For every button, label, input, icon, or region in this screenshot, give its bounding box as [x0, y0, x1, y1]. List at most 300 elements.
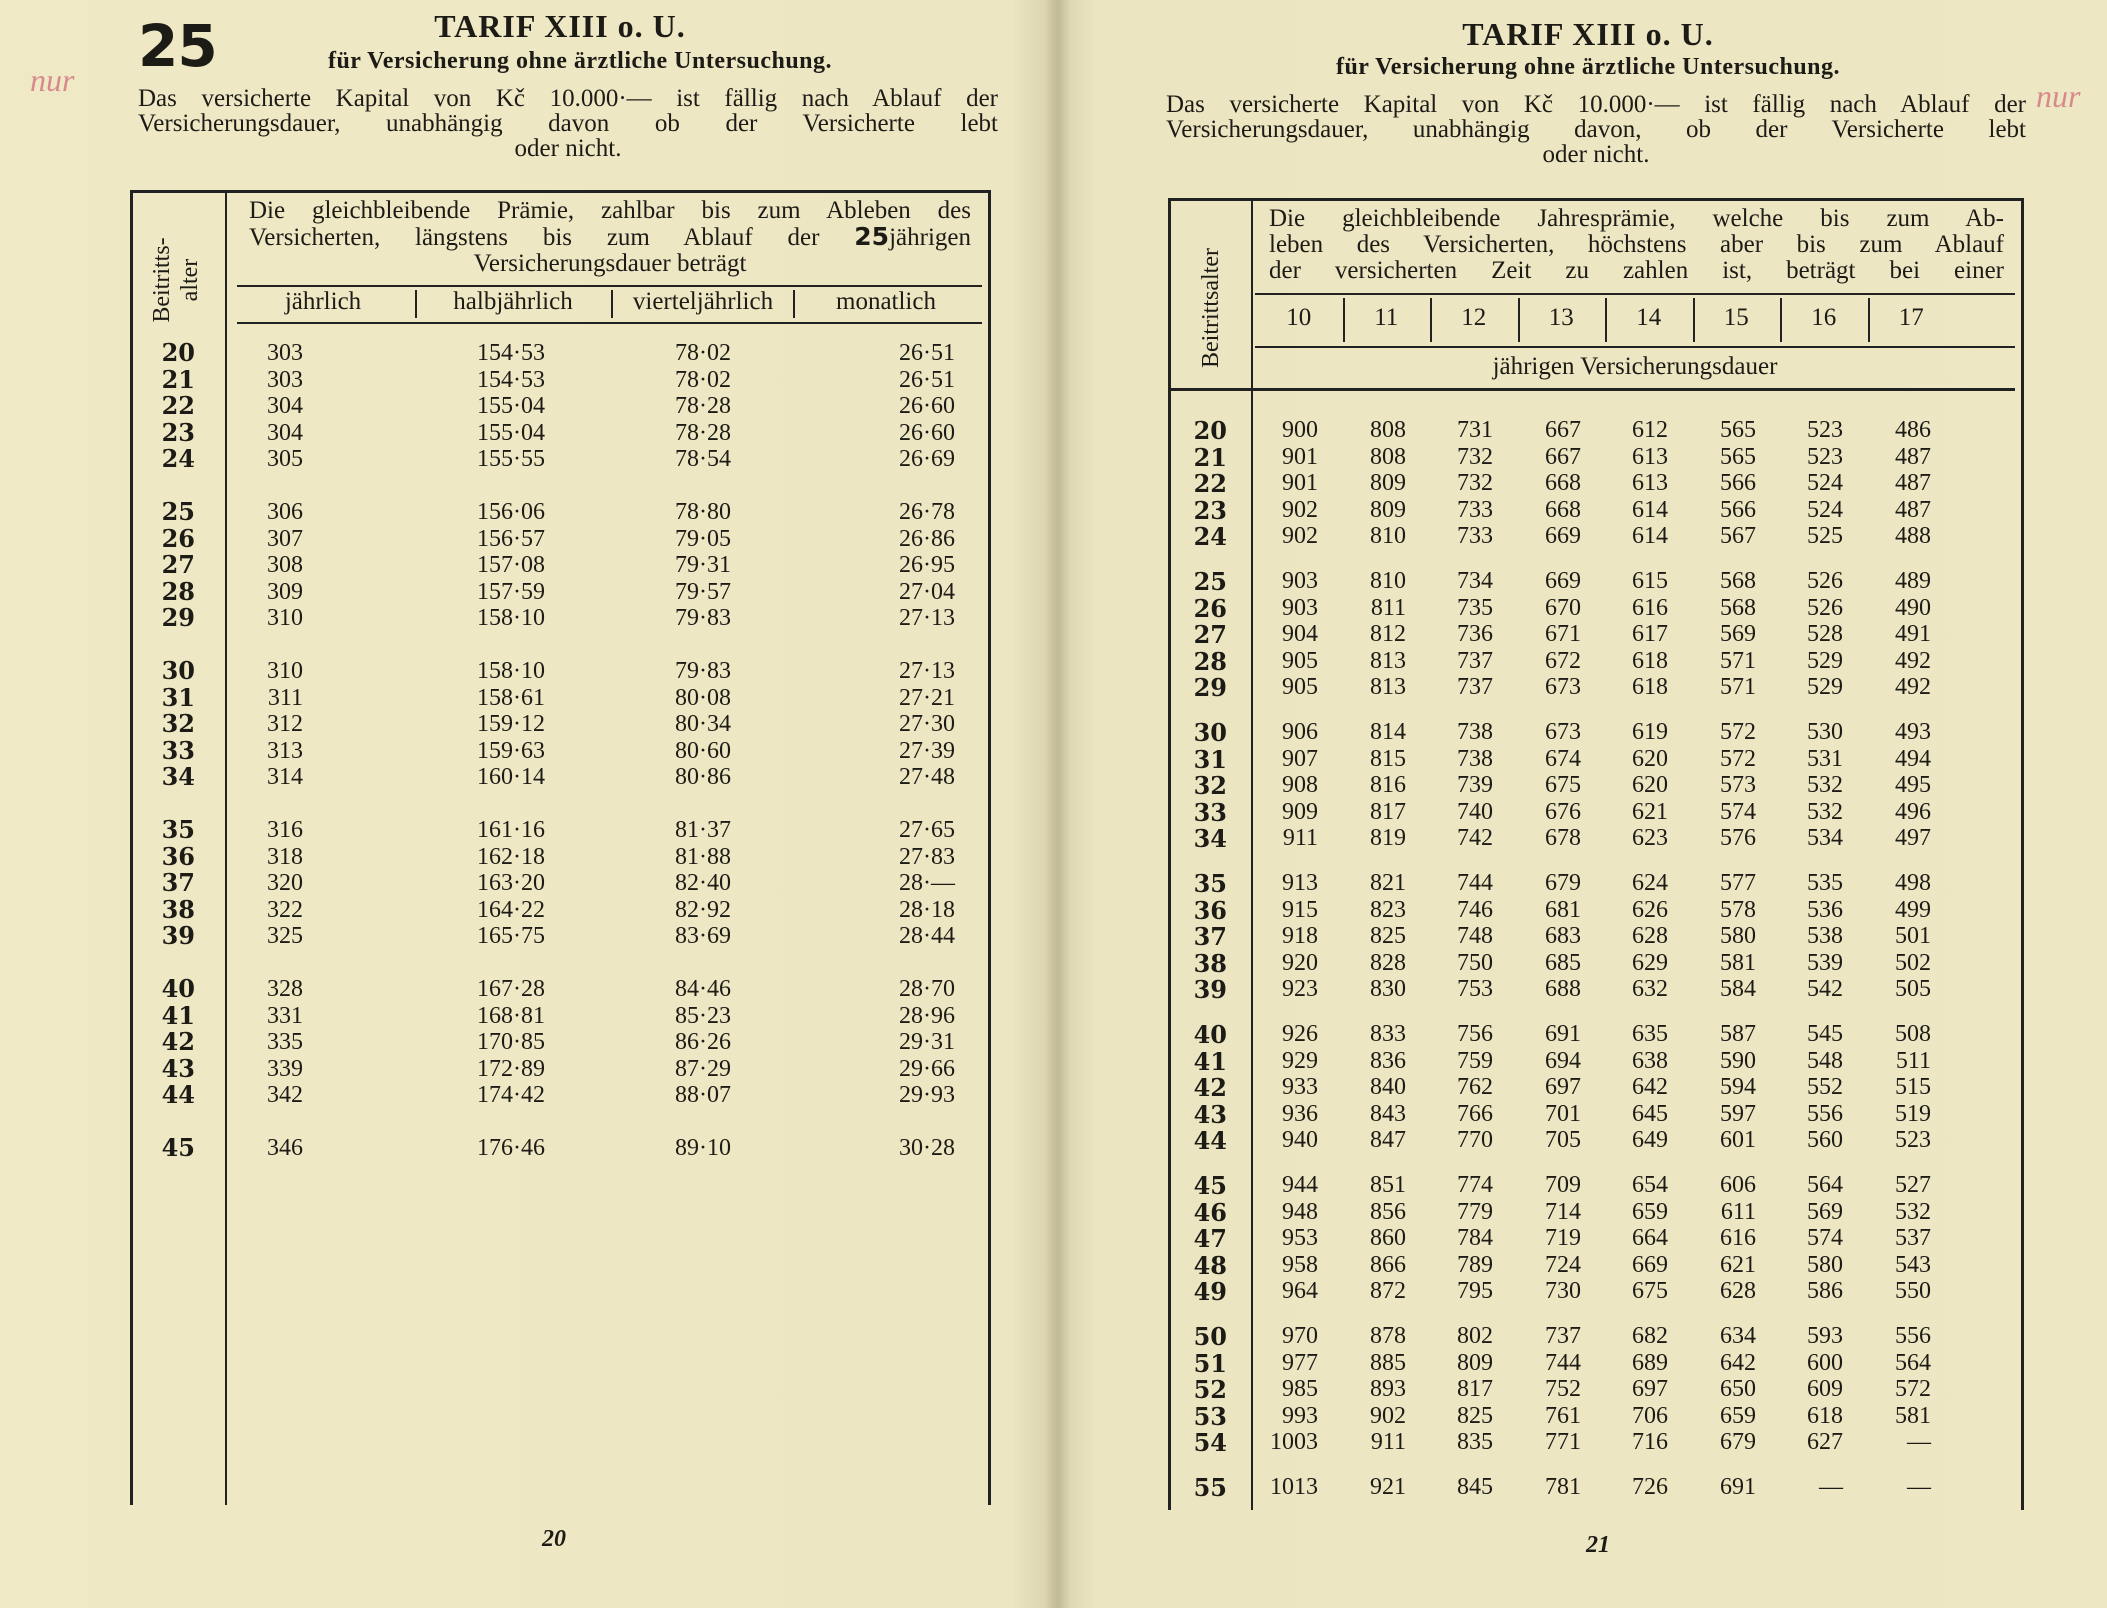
premium-cell: 79·83 — [675, 658, 731, 684]
premium-cell: 27·04 — [899, 578, 955, 605]
premium-cell: 872 — [1370, 1278, 1406, 1305]
column-divider — [415, 290, 417, 318]
premium-cell: 495 — [1895, 772, 1931, 799]
premium-cell: 556 — [1807, 1100, 1843, 1127]
premium-cell: 921 — [1370, 1474, 1406, 1500]
premium-cell: 964 — [1282, 1278, 1318, 1305]
premium-cell: 331 — [267, 1002, 303, 1029]
premium-cell: 701 — [1545, 1100, 1581, 1127]
premium-cell: 574 — [1807, 1225, 1843, 1252]
premium-cell: 158·10 — [477, 658, 545, 684]
premium-cell: 27·65 — [899, 817, 955, 843]
premium-cell: 738 — [1457, 719, 1493, 745]
premium-cell: 176·46 — [477, 1135, 545, 1161]
age-cell: 30 — [1193, 718, 1227, 747]
age-column-divider — [1251, 198, 1253, 1510]
premium-cell: 944 — [1282, 1172, 1318, 1198]
premium-cell: 156·06 — [477, 499, 545, 525]
premium-cell: 27·13 — [899, 658, 955, 684]
intro-line: oder nicht. — [514, 135, 622, 162]
premium-cell: 766 — [1457, 1100, 1493, 1127]
age-cell: 41 — [161, 1000, 195, 1030]
duration-rule — [1255, 346, 2015, 348]
premium-cell: 664 — [1632, 1225, 1668, 1252]
premium-cell: 905 — [1282, 647, 1318, 674]
premium-cell: 78·54 — [675, 446, 731, 473]
premium-cell: 810 — [1370, 568, 1406, 594]
premium-cell: 830 — [1370, 976, 1406, 1003]
premium-cell: 802 — [1457, 1323, 1493, 1349]
premium-cell: 159·63 — [477, 737, 545, 764]
premium-cell: 28·70 — [899, 976, 955, 1002]
premium-cell: 623 — [1632, 825, 1668, 852]
age-cell: 25 — [1193, 567, 1227, 596]
premium-cell: 590 — [1720, 1047, 1756, 1074]
column-divider — [793, 290, 795, 318]
premium-cell: 492 — [1895, 674, 1931, 701]
premium-cell: 671 — [1545, 621, 1581, 648]
age-cell: 29 — [161, 603, 195, 633]
premium-cell: 587 — [1720, 1021, 1756, 1047]
duration-header-cell: 12 — [1461, 304, 1487, 331]
premium-cell: 993 — [1282, 1402, 1318, 1429]
premium-cell: 576 — [1720, 825, 1756, 852]
premium-cell: 310 — [267, 605, 303, 632]
premium-header — [1269, 206, 2004, 284]
premium-cell: 808 — [1370, 443, 1406, 470]
premium-cell: 734 — [1457, 568, 1493, 594]
premium-cell: 649 — [1632, 1127, 1668, 1154]
age-cell: 28 — [1193, 646, 1227, 676]
premium-cell: 523 — [1807, 443, 1843, 470]
premium-cell: 812 — [1370, 621, 1406, 648]
premium-cell: 309 — [267, 578, 303, 605]
age-cell: 35 — [1193, 869, 1227, 898]
premium-cell: 645 — [1632, 1100, 1668, 1127]
premium-cell: 845 — [1457, 1474, 1493, 1500]
age-cell: 47 — [1193, 1224, 1227, 1254]
premium-cell: 542 — [1807, 976, 1843, 1003]
premium-cell: 335 — [267, 1029, 303, 1056]
premium-cell: 904 — [1282, 621, 1318, 648]
age-cell: 23 — [161, 417, 195, 447]
intro-line: Versicherungsdauer, unabhängig davon ob der Versicherte lebt — [138, 110, 998, 137]
premium-cell: 689 — [1632, 1349, 1668, 1376]
premium-cell: 505 — [1895, 976, 1931, 1003]
premium-cell: 893 — [1370, 1376, 1406, 1403]
premium-cell: 26·51 — [899, 340, 955, 366]
premium-cell: 744 — [1545, 1349, 1581, 1376]
premium-cell: 489 — [1895, 568, 1931, 594]
intro-line: Das versicherte Kapital von Kč 10.000·— ist fällig nach Ablauf der — [1166, 91, 2026, 118]
intro-line: oder nicht. — [1542, 141, 1650, 168]
premium-cell: 619 — [1632, 719, 1668, 745]
premium-cell: 572 — [1720, 719, 1756, 745]
premium-cell: 78·80 — [675, 499, 731, 525]
premium-cell: 940 — [1282, 1127, 1318, 1154]
duration-header-cell: 11 — [1374, 304, 1399, 331]
premium-header — [249, 198, 971, 277]
premium-cell: 499 — [1895, 896, 1931, 923]
table-top-rule — [1171, 198, 2021, 201]
header-text: Versicherten, längstens bis zum Ablauf der — [249, 224, 820, 251]
premium-cell: 675 — [1545, 772, 1581, 799]
header-line: Die gleichbleibende Jahresprämie, welche bis zum Ab- — [1269, 205, 2004, 232]
premium-cell: 571 — [1720, 674, 1756, 701]
premium-cell: 79·83 — [675, 605, 731, 632]
premium-cell: 825 — [1370, 923, 1406, 950]
premium-cell: 527 — [1895, 1172, 1931, 1198]
premium-cell: 320 — [267, 870, 303, 897]
premium-cell: 750 — [1457, 949, 1493, 976]
premium-cell: 81·37 — [675, 817, 731, 843]
duration-divider — [1780, 298, 1782, 342]
age-cell: 44 — [1193, 1126, 1227, 1156]
premium-cell: 903 — [1282, 594, 1318, 621]
left-premium-table — [130, 190, 991, 1505]
premium-cell: 502 — [1895, 949, 1931, 976]
premium-cell: 756 — [1457, 1021, 1493, 1047]
premium-cell: 612 — [1632, 417, 1668, 443]
premium-cell: 668 — [1545, 496, 1581, 523]
premium-cell: 526 — [1807, 568, 1843, 594]
premium-cell: 744 — [1457, 870, 1493, 896]
premium-cell: 84·46 — [675, 976, 731, 1002]
premium-cell: 80·60 — [675, 737, 731, 764]
premium-cell: 26·78 — [899, 499, 955, 525]
premium-cell: 1013 — [1270, 1474, 1318, 1500]
premium-cell: 933 — [1282, 1074, 1318, 1101]
premium-cell: 586 — [1807, 1278, 1843, 1305]
premium-cell: 620 — [1632, 772, 1668, 799]
premium-cell: 28·96 — [899, 1002, 955, 1029]
age-cell: 32 — [1193, 771, 1227, 801]
premium-cell: 27·13 — [899, 605, 955, 632]
premium-cell: 550 — [1895, 1278, 1931, 1305]
duration-header-cell: 13 — [1548, 304, 1574, 331]
header-rule — [1255, 293, 2015, 295]
premium-cell: 530 — [1807, 719, 1843, 745]
duration-header-cell: 15 — [1723, 304, 1749, 331]
age-cell: 42 — [1193, 1073, 1227, 1103]
page-subtitle-left: für Versicherung ohne ärztliche Untersuchung. — [327, 48, 833, 74]
premium-cell: 679 — [1545, 870, 1581, 896]
column-header-monthly: monatlich — [836, 288, 936, 315]
premium-cell: 616 — [1720, 1225, 1756, 1252]
premium-cell: 27·39 — [899, 737, 955, 764]
premium-cell: 158·61 — [477, 684, 545, 711]
premium-cell: 825 — [1457, 1402, 1493, 1429]
intro-line: Das versicherte Kapital von Kč 10.000·— ist fällig nach Ablauf der — [138, 85, 998, 112]
header-line: leben des Versicherten, höchstens aber bis zum Ablauf — [1269, 231, 2004, 258]
premium-cell: 490 — [1895, 594, 1931, 621]
premium-cell: 752 — [1545, 1376, 1581, 1403]
premium-cell: 487 — [1895, 496, 1931, 523]
age-cell: 43 — [1193, 1099, 1227, 1129]
premium-cell: 621 — [1632, 798, 1668, 825]
premium-cell: 531 — [1807, 745, 1843, 772]
premium-cell: 172·89 — [477, 1055, 545, 1082]
premium-cell: 724 — [1545, 1251, 1581, 1278]
premium-cell: 920 — [1282, 949, 1318, 976]
premium-cell: 629 — [1632, 949, 1668, 976]
age-cell: 45 — [1193, 1171, 1227, 1200]
premium-cell: 304 — [267, 393, 303, 420]
premium-cell: 342 — [267, 1082, 303, 1109]
premium-cell: 733 — [1457, 496, 1493, 523]
premium-cell: 569 — [1720, 621, 1756, 648]
premium-cell: 903 — [1282, 568, 1318, 594]
premium-cell: 774 — [1457, 1172, 1493, 1198]
age-cell: 23 — [1193, 495, 1227, 525]
premium-cell: 650 — [1720, 1376, 1756, 1403]
premium-cell: 529 — [1807, 674, 1843, 701]
premium-cell: 569 — [1807, 1198, 1843, 1225]
premium-cell: 566 — [1720, 496, 1756, 523]
premium-cell: 836 — [1370, 1047, 1406, 1074]
premium-cell: 632 — [1632, 976, 1668, 1003]
age-cell: 20 — [161, 338, 195, 367]
premium-cell: 162·18 — [477, 843, 545, 870]
premium-cell: 313 — [267, 737, 303, 764]
premium-cell: 735 — [1457, 594, 1493, 621]
header-bottom-rule — [1171, 388, 2015, 391]
premium-cell: 716 — [1632, 1429, 1668, 1456]
premium-cell: 494 — [1895, 745, 1931, 772]
duration-header-cell: 17 — [1898, 304, 1924, 331]
premium-cell: 161·16 — [477, 817, 545, 843]
premium-cell: 78·02 — [675, 340, 731, 366]
age-cell: 29 — [1193, 673, 1227, 703]
header-line: Versicherungsdauer beträgt — [473, 250, 747, 277]
premium-cell: 78·02 — [675, 366, 731, 393]
age-cell: 27 — [161, 550, 195, 580]
premium-cell: 615 — [1632, 568, 1668, 594]
premium-cell: 714 — [1545, 1198, 1581, 1225]
intro-paragraph-right — [1166, 92, 2026, 167]
duration-caption: jährigen Versicherungsdauer — [1492, 353, 1778, 380]
premium-cell: 746 — [1457, 896, 1493, 923]
premium-cell: 759 — [1457, 1047, 1493, 1074]
premium-cell: 681 — [1545, 896, 1581, 923]
premium-cell: 614 — [1632, 496, 1668, 523]
premium-cell: 953 — [1282, 1225, 1318, 1252]
premium-cell: 168·81 — [477, 1002, 545, 1029]
premium-cell: 492 — [1895, 647, 1931, 674]
age-cell: 28 — [161, 576, 195, 606]
premium-cell: 835 — [1457, 1429, 1493, 1456]
age-cell: 31 — [161, 682, 195, 712]
premium-cell: 593 — [1807, 1323, 1843, 1349]
premium-cell: 158·10 — [477, 605, 545, 632]
premium-cell: 539 — [1807, 949, 1843, 976]
premium-cell: 613 — [1632, 470, 1668, 497]
age-cell: 45 — [161, 1133, 195, 1162]
premium-cell: 626 — [1632, 896, 1668, 923]
premium-cell: 738 — [1457, 745, 1493, 772]
duration-divider — [1343, 298, 1345, 342]
age-cell: 24 — [1193, 522, 1227, 552]
premium-cell: 779 — [1457, 1198, 1493, 1225]
age-cell: 26 — [161, 523, 195, 553]
premium-cell: 901 — [1282, 443, 1318, 470]
age-cell: 39 — [1193, 975, 1227, 1005]
premium-cell: 730 — [1545, 1278, 1581, 1305]
premium-cell: 813 — [1370, 674, 1406, 701]
age-cell: 24 — [161, 444, 195, 474]
premium-cell: 486 — [1895, 417, 1931, 443]
premium-cell: 809 — [1370, 496, 1406, 523]
premium-cell: 740 — [1457, 798, 1493, 825]
premium-cell: 675 — [1632, 1278, 1668, 1305]
premium-cell: 742 — [1457, 825, 1493, 852]
premium-cell: 580 — [1807, 1251, 1843, 1278]
age-cell: 36 — [1193, 895, 1227, 925]
age-cell: 49 — [1193, 1277, 1227, 1307]
premium-cell: 709 — [1545, 1172, 1581, 1198]
premium-cell: 79·05 — [675, 525, 731, 552]
premium-cell: 311 — [267, 684, 303, 711]
premium-cell: 851 — [1370, 1172, 1406, 1198]
page-title-left: TARIF XIII o. U. — [434, 8, 686, 44]
premium-cell: 878 — [1370, 1323, 1406, 1349]
premium-cell: 26·51 — [899, 366, 955, 393]
header-rule — [237, 285, 982, 287]
premium-cell: 573 — [1720, 772, 1756, 799]
premium-cell: 78·28 — [675, 419, 731, 446]
premium-cell: 732 — [1457, 470, 1493, 497]
age-cell: 42 — [161, 1027, 195, 1057]
premium-cell: 488 — [1895, 523, 1931, 550]
premium-cell: 816 — [1370, 772, 1406, 799]
premium-cell: 642 — [1720, 1349, 1756, 1376]
premium-cell: 568 — [1720, 594, 1756, 621]
premium-cell: 29·31 — [899, 1029, 955, 1056]
premium-cell: 170·85 — [477, 1029, 545, 1056]
premium-cell: 733 — [1457, 523, 1493, 550]
age-cell: 43 — [161, 1053, 195, 1083]
premium-cell: 82·92 — [675, 896, 731, 923]
premium-cell: 614 — [1632, 523, 1668, 550]
premium-cell: 985 — [1282, 1376, 1318, 1403]
duration-divider — [1605, 298, 1607, 342]
premium-cell: 165·75 — [477, 923, 545, 950]
right-premium-table — [1168, 198, 2024, 1510]
duration-header-cell: 16 — [1811, 304, 1837, 331]
premium-cell: 156·57 — [477, 525, 545, 552]
premium-cell: 581 — [1895, 1402, 1931, 1429]
premium-cell: 789 — [1457, 1251, 1493, 1278]
premium-cell: — — [1819, 1474, 1843, 1500]
premium-cell: 496 — [1895, 798, 1931, 825]
table-top-rule — [133, 190, 988, 193]
premium-cell: 1003 — [1270, 1429, 1318, 1456]
premium-cell: 923 — [1282, 976, 1318, 1003]
premium-cell: 79·31 — [675, 552, 731, 579]
premium-cell: 525 — [1807, 523, 1843, 550]
premium-cell: 638 — [1632, 1047, 1668, 1074]
premium-cell: 314 — [267, 764, 303, 791]
premium-cell: 811 — [1370, 594, 1406, 621]
premium-cell: 705 — [1545, 1127, 1581, 1154]
premium-cell: 310 — [267, 658, 303, 684]
premium-cell: 682 — [1632, 1323, 1668, 1349]
premium-cell: 911 — [1370, 1429, 1406, 1456]
premium-cell: 936 — [1282, 1100, 1318, 1127]
premium-cell: 564 — [1895, 1349, 1931, 1376]
premium-cell: 606 — [1720, 1172, 1756, 1198]
premium-cell: 810 — [1370, 523, 1406, 550]
premium-cell: 739 — [1457, 772, 1493, 799]
page-subtitle-right: für Versicherung ohne ärztliche Untersuchung. — [1335, 54, 1841, 80]
premium-cell: — — [1907, 1429, 1931, 1456]
premium-cell: 303 — [267, 340, 303, 366]
premium-cell: 322 — [267, 896, 303, 923]
margin-note-right: nur — [2036, 78, 2081, 114]
premium-cell: 726 — [1632, 1474, 1668, 1500]
premium-cell: 566 — [1720, 470, 1756, 497]
premium-cell: 668 — [1545, 470, 1581, 497]
premium-cell: 672 — [1545, 647, 1581, 674]
page-number-left: 20 — [542, 1526, 566, 1552]
premium-cell: 736 — [1457, 621, 1493, 648]
premium-cell: 26·95 — [899, 552, 955, 579]
premium-cell: 532 — [1807, 772, 1843, 799]
premium-cell: 498 — [1895, 870, 1931, 896]
premium-cell: 519 — [1895, 1100, 1931, 1127]
premium-cell: 30·28 — [899, 1135, 955, 1161]
premium-cell: 813 — [1370, 647, 1406, 674]
premium-cell: 732 — [1457, 443, 1493, 470]
age-cell: 25 — [161, 497, 195, 526]
age-header: Beitritts- alter — [149, 237, 203, 323]
premium-cell: 325 — [267, 923, 303, 950]
premium-cell: 154·53 — [477, 366, 545, 393]
premium-cell: 628 — [1632, 923, 1668, 950]
age-cell: 40 — [1193, 1020, 1227, 1049]
premium-cell: 572 — [1720, 745, 1756, 772]
age-cell: 40 — [161, 974, 195, 1003]
column-divider — [611, 290, 613, 318]
premium-cell: 958 — [1282, 1251, 1318, 1278]
premium-cell: 508 — [1895, 1021, 1931, 1047]
premium-cell: 901 — [1282, 470, 1318, 497]
age-cell: 55 — [1193, 1473, 1227, 1502]
premium-cell: 29·66 — [899, 1055, 955, 1082]
premium-cell: 515 — [1895, 1074, 1931, 1101]
premium-cell: 926 — [1282, 1021, 1318, 1047]
premium-cell: 155·04 — [477, 393, 545, 420]
header-line — [249, 224, 971, 251]
age-cell: 41 — [1193, 1046, 1227, 1076]
premium-cell: 493 — [1895, 719, 1931, 745]
premium-cell: 536 — [1807, 896, 1843, 923]
premium-cell: 609 — [1807, 1376, 1843, 1403]
premium-cell: 578 — [1720, 896, 1756, 923]
premium-cell: 80·34 — [675, 711, 731, 738]
premium-cell: 157·08 — [477, 552, 545, 579]
premium-cell: 840 — [1370, 1074, 1406, 1101]
premium-cell: 719 — [1545, 1225, 1581, 1252]
age-cell: 33 — [1193, 797, 1227, 827]
premium-cell: 762 — [1457, 1074, 1493, 1101]
premium-cell: 635 — [1632, 1021, 1668, 1047]
intro-paragraph-left — [138, 86, 998, 161]
premium-cell: 565 — [1720, 443, 1756, 470]
premium-cell: 28·18 — [899, 896, 955, 923]
duration-divider — [1868, 298, 1870, 342]
premium-cell: 89·10 — [675, 1135, 731, 1161]
